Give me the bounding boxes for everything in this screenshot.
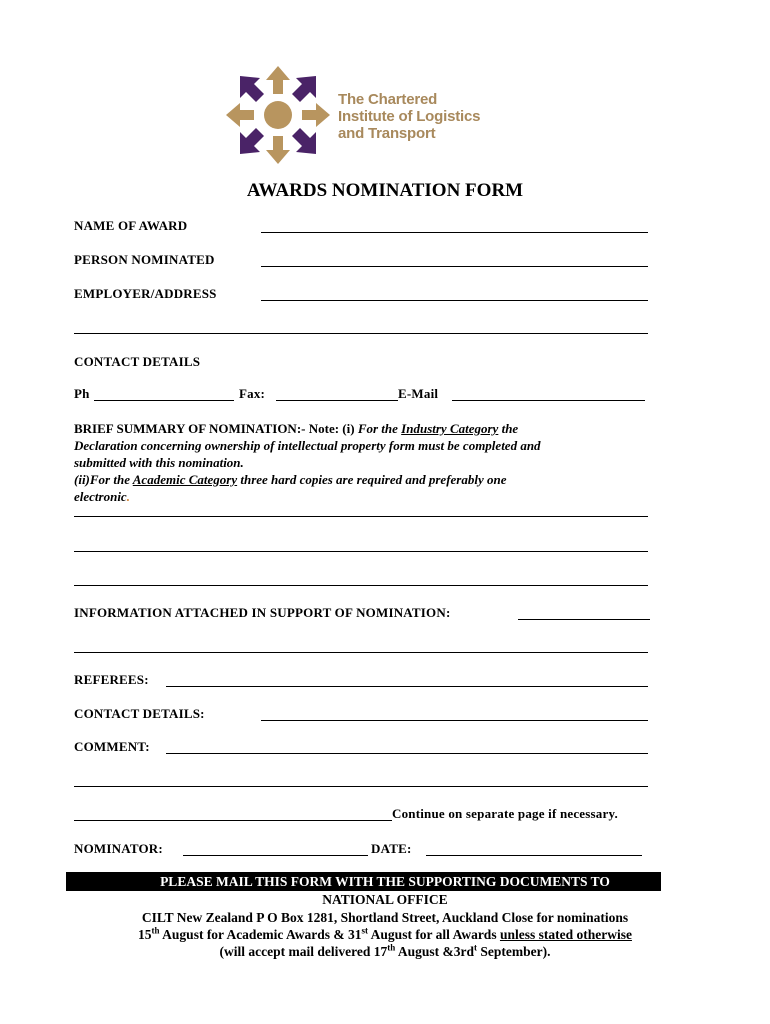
logo-line-3: and Transport: [338, 125, 436, 142]
person-nominated-label: PERSON NOMINATED: [74, 252, 215, 267]
logo-line-1: The Chartered: [338, 91, 438, 108]
mail-accept-line: [0, 944, 770, 960]
nominator-field[interactable]: [183, 855, 368, 856]
nominator-label: NOMINATOR:: [74, 841, 163, 856]
comment-field-3[interactable]: [74, 820, 392, 821]
logo-line-2: Institute of Logistics: [338, 108, 481, 125]
referees-label: REFEREES:: [74, 672, 149, 687]
summary-line-3: submitted with this nomination.: [74, 455, 244, 470]
info-attached-field-2[interactable]: [74, 652, 648, 653]
national-office: NATIONAL OFFICE: [322, 892, 448, 907]
summary-field-1[interactable]: [74, 516, 648, 517]
summary-line-5-text: electronic: [74, 489, 127, 504]
deadline-c: August for all Awards: [368, 927, 500, 942]
contact-details-field[interactable]: [261, 720, 648, 721]
summary-field-3[interactable]: [74, 585, 648, 586]
address-line: CILT New Zealand P O Box 1281, Shortland Street, Auckland Close for nominations: [141, 910, 629, 925]
academic-category-link: Academic Category: [132, 472, 238, 487]
deadline-sup-2: st: [361, 925, 369, 936]
deadline-sup-1: th: [151, 925, 160, 936]
info-attached-label: INFORMATION ATTACHED IN SUPPORT OF NOMINATION:: [74, 605, 451, 620]
employer-address-field[interactable]: [261, 300, 648, 301]
summary-block: [74, 420, 664, 505]
cilt-logo: [226, 66, 330, 164]
accept-a: (will accept mail delivered 17: [219, 944, 388, 959]
industry-category-link: Industry Category: [401, 421, 499, 436]
email-field[interactable]: [452, 400, 645, 401]
fax-label: Fax:: [239, 386, 266, 401]
logo-arrow-down: [266, 136, 290, 164]
accept-sup-2: t: [474, 942, 477, 953]
contact-details-heading: CONTACT DETAILS: [74, 354, 201, 369]
logo-center-circle: [264, 101, 292, 129]
logo-arrow-up: [266, 66, 290, 94]
logo-wordmark: [338, 91, 480, 142]
contact-details-label: CONTACT DETAILS:: [74, 706, 205, 721]
summary-dot: .: [126, 489, 130, 504]
accept-b: August &3rd: [395, 944, 474, 959]
name-of-award-field[interactable]: [261, 232, 648, 233]
summary-line-1: [74, 420, 664, 437]
summary-line-2: Declaration concerning ownership of intellectual property form must be completed and: [74, 438, 541, 453]
info-attached-field[interactable]: [518, 619, 650, 620]
name-of-award-label: NAME OF AWARD: [74, 218, 188, 233]
cilt-logo-icon: [226, 66, 330, 164]
accept-sup-1: th: [387, 942, 396, 953]
deadline-line: [0, 927, 770, 943]
person-nominated-field[interactable]: [261, 266, 648, 267]
summary-i-pre: For the: [357, 421, 398, 436]
summary-i-post: the: [501, 421, 519, 436]
logo-arrow-ne: [292, 76, 316, 102]
summary-ii-pre: (ii)For the: [74, 472, 130, 487]
employer-address-field-2[interactable]: [74, 333, 648, 334]
summary-ii-post: three hard copies are required and preferably one: [240, 472, 507, 487]
summary-label: BRIEF SUMMARY OF NOMINATION:- Note: (i): [74, 421, 355, 436]
comment-label: COMMENT:: [74, 739, 150, 754]
accept-c: September).: [477, 944, 551, 959]
comment-field-2[interactable]: [74, 786, 648, 787]
mail-banner-text: PLEASE MAIL THIS FORM WITH THE SUPPORTING DOCUMENTS TO: [160, 874, 610, 889]
summary-line-5: [74, 488, 664, 505]
logo-arrow-right: [302, 103, 330, 127]
logo-arrow-left: [226, 103, 254, 127]
deadline-a: 15: [138, 927, 152, 942]
fax-field[interactable]: [276, 400, 398, 401]
employer-address-label: EMPLOYER/ADDRESS: [74, 286, 217, 301]
email-label: E-Mail: [398, 386, 439, 401]
date-field[interactable]: [426, 855, 642, 856]
phone-field[interactable]: [94, 400, 234, 401]
form-title: AWARDS NOMINATION FORM: [246, 180, 524, 201]
deadline-b: August for Academic Awards & 31: [159, 927, 362, 942]
logo-arrow-nw: [240, 76, 264, 102]
continue-note: Continue on separate page if necessary.: [392, 806, 618, 821]
referees-field[interactable]: [166, 686, 648, 687]
date-label: DATE:: [371, 841, 412, 856]
logo-arrow-sw: [240, 128, 264, 154]
summary-field-2[interactable]: [74, 551, 648, 552]
deadline-unless: unless stated otherwise: [499, 927, 632, 942]
logo-arrow-se: [292, 128, 316, 154]
summary-line-4: [74, 471, 664, 488]
comment-field[interactable]: [166, 753, 648, 754]
phone-label: Ph: [74, 386, 90, 401]
